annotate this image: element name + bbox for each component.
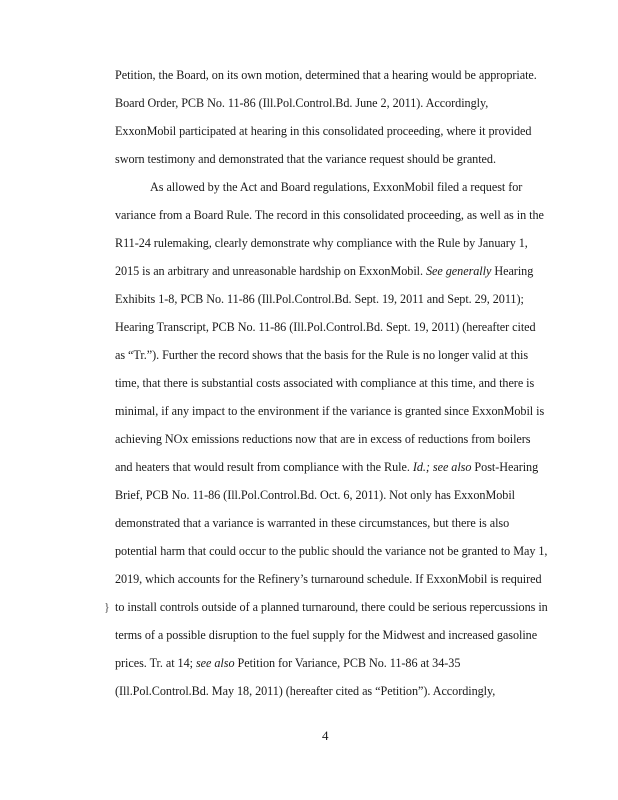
body-line: Petition, the Board, on its own motion, determined that a hearing would be appropriate. (115, 68, 537, 82)
citation-signal: See generally (426, 264, 492, 278)
body-line: Exhibits 1-8, PCB No. 11-86 (Ill.Pol.Control.Bd. Sept. 19, 2011 and Sept. 29, 2011); (115, 292, 524, 306)
body-line: demonstrated that a variance is warranted in these circumstances, but there is also (115, 516, 510, 530)
body-line: as “Tr.”). Further the record shows that the basis for the Rule is no longer valid at this (115, 348, 529, 362)
body-line (115, 656, 460, 671)
body-line: sworn testimony and demonstrated that the variance request should be granted. (115, 152, 496, 166)
text-segment: 2015 is an arbitrary and unreasonable hardship on ExxonMobil. (115, 264, 426, 278)
paragraph-first-line: As allowed by the Act and Board regulations, ExxonMobil filed a request for (150, 180, 523, 194)
text-segment: Petition for Variance, PCB No. 11-86 at 34-35 (234, 656, 461, 670)
text-segment: Hearing (491, 264, 534, 278)
body-line: (Ill.Pol.Control.Bd. May 18, 2011) (hereafter cited as “Petition”). Accordingly, (115, 684, 496, 698)
body-line: terms of a possible disruption to the fuel supply for the Midwest and increased gasoline (115, 628, 538, 642)
body-line: achieving NOx emissions reductions now that are in excess of reductions from boilers (115, 432, 531, 446)
body-line: variance from a Board Rule. The record in this consolidated proceeding, as well as in the (115, 208, 544, 222)
page-number: 4 (322, 728, 329, 743)
text-segment: Post-Hearing (471, 460, 539, 474)
citation-signal: see also (195, 656, 235, 670)
body-line: minimal, if any impact to the environment if the variance is granted since ExxonMobil is (115, 404, 545, 418)
body-line: ExxonMobil participated at hearing in this consolidated proceeding, where it provided (115, 124, 532, 138)
body-line: R11-24 rulemaking, clearly demonstrate why compliance with the Rule by January 1, (115, 236, 528, 250)
body-line: time, that there is substantial costs associated with compliance at this time, and there is (115, 376, 535, 390)
margin-mark: } (104, 600, 110, 614)
body-line (115, 460, 538, 475)
text-segment: and heaters that would result from compliance with the Rule. (115, 460, 413, 474)
body-line (115, 264, 533, 279)
body-line: potential harm that could occur to the public should the variance not be granted to May 1, (115, 544, 548, 558)
body-line: 2019, which accounts for the Refinery’s turnaround schedule. If ExxonMobil is required (115, 572, 542, 586)
body-line: Hearing Transcript, PCB No. 11-86 (Ill.Pol.Control.Bd. Sept. 19, 2011) (hereafter cited (115, 320, 536, 334)
citation-signal: Id.; see also (412, 460, 472, 474)
body-line: to install controls outside of a planned turnaround, there could be serious repercussions in (115, 600, 548, 614)
body-line: Board Order, PCB No. 11-86 (Ill.Pol.Control.Bd. June 2, 2011). Accordingly, (115, 96, 489, 110)
text-segment: prices. Tr. at 14; (115, 656, 196, 670)
body-line: Brief, PCB No. 11-86 (Ill.Pol.Control.Bd. Oct. 6, 2011). Not only has ExxonMobil (115, 488, 515, 502)
